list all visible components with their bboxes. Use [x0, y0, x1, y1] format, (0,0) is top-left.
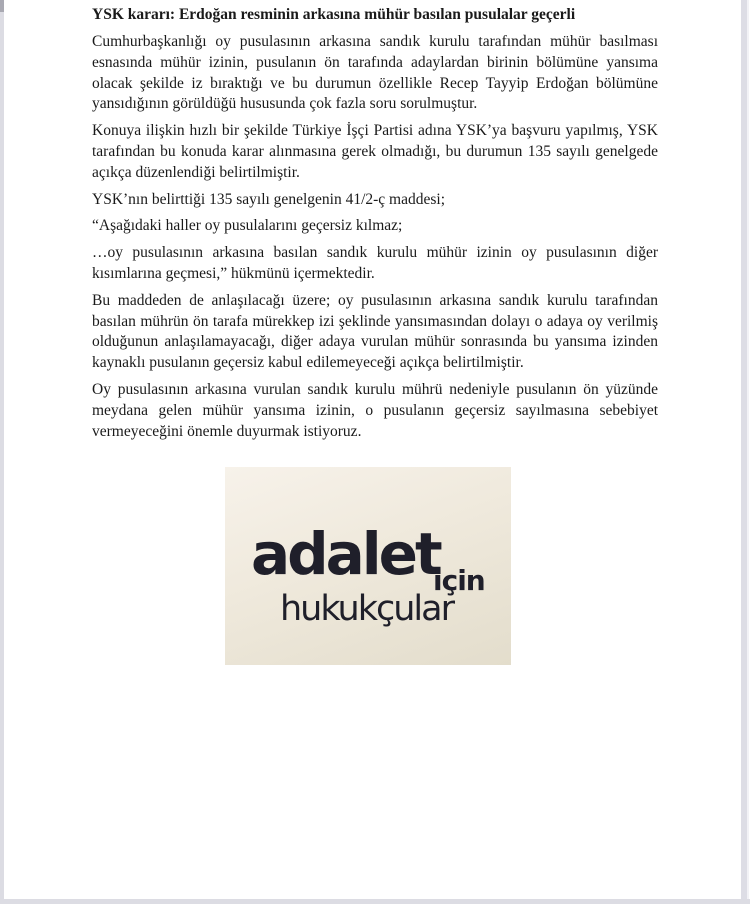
- logo-word-adalet: adalet: [251, 520, 440, 589]
- article-paragraph-5: …oy pusulasının arkasına basılan sandık kurulu mühür izinin oy pusulasının diğer kısımlarına geçmesi,” hükmünü içermektedir.: [92, 244, 658, 282]
- article-paragraph-3: YSK’nın belirttiği 135 sayılı genelgenin 41/2-ç maddesi;: [92, 190, 445, 208]
- left-edge-strip: [0, 0, 4, 904]
- adalet-icin-hukukcular-logo-image: [225, 467, 511, 665]
- article-title: YSK kararı: Erdoğan resminin arkasına mühür basılan pusulalar geçerli: [92, 6, 576, 23]
- article-paragraph-2: Konuya ilişkin hızlı bir şekilde Türkiye İşçi Partisi adına YSK’ya başvuru yapılmış, YSK tarafından bu konuda karar alınmasına gerek olmadığı, bu durumun 135 sayılı genelgede açıkça düzenlendiği belirtilmiştir.: [92, 122, 658, 181]
- article-paragraph-6: Bu maddeden de anlaşılacağı üzere; oy pusulasının arkasına sandık kurulu tarafından basılan mührün ön tarafa mürekkep izi şeklinde yansımasından dolayı o adaya oy verilmiş olduğunun anlaşılamayacağı, diğer adaya vurulan mühür sonrasında bu yansıma izinden kaynaklı pusulanın geçersiz kabul edilemeyeceği açıkça belirtilmiştir.: [92, 291, 658, 372]
- right-edge-strip: [741, 0, 749, 904]
- article-body: [92, 0, 658, 665]
- bottom-edge-strip: [0, 899, 750, 904]
- logo-word-icin: için: [433, 564, 485, 598]
- article-paragraph-4: “Aşağıdaki haller oy pusulalarını geçersiz kılmaz;: [92, 217, 403, 235]
- logo-word-hukukcular: hukukçular: [280, 589, 453, 630]
- article-paragraph-7: Oy pusulasının arkasına vurulan sandık kurulu mührü nedeniyle pusulanın ön yüzünde meydana gelen mühür yansıma izinin, o pusulanın geçersiz sayılmasına sebebiyet vermeyeceğini önemle duyurmak istiyoruz.: [92, 380, 658, 440]
- article-paragraph-1: Cumhurbaşkanlığı oy pusulasının arkasına sandık kurulu tarafından mühür basılması esnasında mühür izinin, pusulanın ön tarafında adaylardan birinin bölümüne yansıma olacak şekilde iz bıraktığı ve bu durumun özellikle Recep Tayyip Erdoğan bölümüne yansıdığının görüldüğü hususunda çok fazla soru sorulmuştur.: [92, 33, 658, 113]
